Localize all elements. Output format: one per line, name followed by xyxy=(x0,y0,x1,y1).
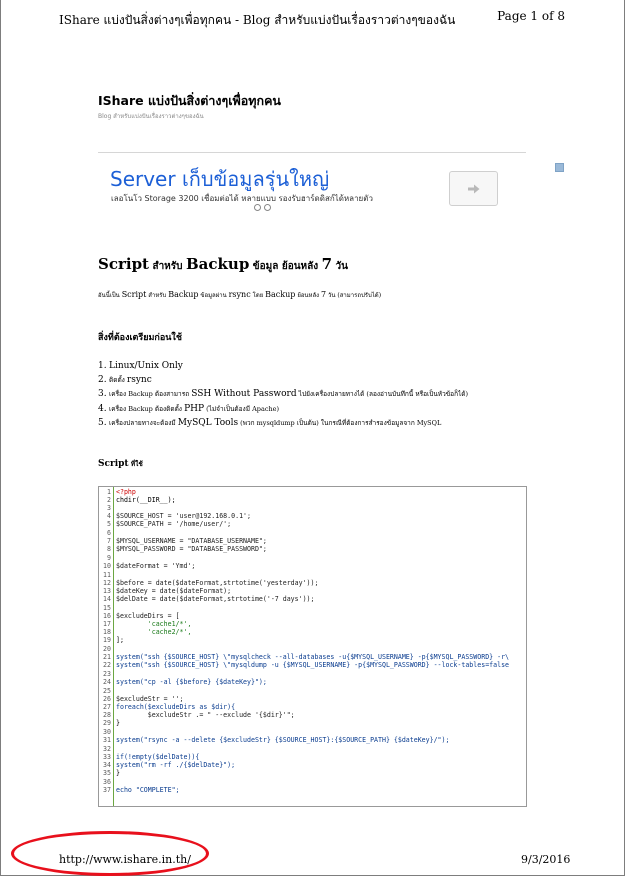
code-line xyxy=(99,653,527,661)
requirements-heading: สิ่งที่ต้องเตรียมก่อนใช้ xyxy=(98,333,182,343)
code-text: echo "COMPLETE"; xyxy=(116,786,180,794)
code-text: system("rm -rf ./{$delDate}"); xyxy=(116,761,236,769)
line-number: 28 xyxy=(103,711,111,719)
line-number: 32 xyxy=(103,745,111,753)
line-number: 14 xyxy=(103,595,111,603)
list-item: 4. เครื่อง Backup ต้องติดตั้ง PHP (ไม่จำเป็นต้องมี Apache) xyxy=(98,403,280,414)
line-number: 9 xyxy=(107,554,111,562)
ad-subtitle: เลอโนโว Storage 3200 เชื่อมต่อได้ หลายแบบ รองรับฮาร์ดดิสก์ได้หลายตัว xyxy=(111,194,373,203)
code-line xyxy=(99,554,527,562)
code-line xyxy=(99,670,527,678)
line-number: 29 xyxy=(103,719,111,727)
code-line xyxy=(99,778,527,786)
print-page-indicator: Page 1 of 8 xyxy=(497,9,565,23)
line-number: 33 xyxy=(103,753,111,761)
line-number: 24 xyxy=(103,678,111,686)
code-line xyxy=(99,736,527,744)
code-line xyxy=(99,711,527,719)
code-text: system("ssh {$SOURCE_HOST} \"mysqlcheck --all-databases -u{$MYSQL_USERNAME} -p{$MYSQL_PASSWORD} -r\ xyxy=(116,653,510,661)
line-number: 16 xyxy=(103,612,111,620)
line-number: 19 xyxy=(103,636,111,644)
line-number: 22 xyxy=(103,661,111,669)
code-line xyxy=(99,488,527,496)
post-intro: อันนี้เป็น Script สำหรับ Backup ข้อมูลผ่าน rsync โดย Backup ย้อนหลัง 7 วัน (สามารถปรับได้) xyxy=(98,290,382,299)
line-number: 6 xyxy=(107,529,111,537)
line-number: 21 xyxy=(103,653,111,661)
code-text: chdir(__DIR__); xyxy=(116,496,176,504)
line-number: 17 xyxy=(103,620,111,628)
code-text: system("rsync -a --delete {$excludeStr} {$SOURCE_HOST}:{$SOURCE_PATH} {$dateKey}/"); xyxy=(116,736,450,744)
code-text: system("cp -al {$before} {$dateKey}"); xyxy=(116,678,267,686)
header-divider xyxy=(98,152,526,153)
code-text: $delDate = date($dateFormat,strtotime('-7 days')); xyxy=(116,595,315,603)
line-number: 8 xyxy=(107,545,111,553)
code-line xyxy=(99,636,527,644)
code-block[interactable] xyxy=(98,486,527,807)
list-item: 5. เครื่องปลายทางจะต้องมี MySQL Tools (พวก mysqldump เป็นต้น) ในกรณีที่ต้องการสำรองข้อมูลจาก MySQL xyxy=(98,417,442,428)
code-line xyxy=(99,687,527,695)
code-text: 'cache2/*', xyxy=(116,628,192,636)
list-item: 2. ติดตั้ง rsync xyxy=(98,375,152,386)
code-line xyxy=(99,571,527,579)
site-title-link[interactable]: IShare แบ่งปันสิ่งต่างๆเพื่อทุกคน xyxy=(98,93,281,108)
code-line xyxy=(99,604,527,612)
footer-date: 9/3/2016 xyxy=(521,853,571,866)
code-line xyxy=(99,695,527,703)
line-number: 34 xyxy=(103,761,111,769)
code-text: $MYSQL_USERNAME = "DATABASE_USERNAME"; xyxy=(116,537,267,545)
code-text: $MYSQL_PASSWORD = "DATABASE_PASSWORD"; xyxy=(116,545,267,553)
code-text: $SOURCE_PATH = '/home/user/'; xyxy=(116,520,232,528)
code-text: if(!empty($delDate)){ xyxy=(116,753,200,761)
line-number: 36 xyxy=(103,778,111,786)
ad-dot-2[interactable] xyxy=(264,204,271,211)
code-text: $dateKey = date($dateFormat); xyxy=(116,587,232,595)
code-line xyxy=(99,620,527,628)
ad-pagination xyxy=(254,204,271,211)
code-line xyxy=(99,496,527,504)
code-line xyxy=(99,504,527,512)
line-number: 10 xyxy=(103,562,111,570)
code-text: <?php xyxy=(116,488,136,496)
adchoices-icon[interactable] xyxy=(555,163,564,172)
line-number: 5 xyxy=(107,520,111,528)
code-line xyxy=(99,529,527,537)
code-line xyxy=(99,728,527,736)
post-title: Script สำหรับ Backup ข้อมูล ย้อนหลัง 7 วัน xyxy=(98,255,348,273)
line-number: 25 xyxy=(103,687,111,695)
line-number: 13 xyxy=(103,587,111,595)
code-text: } xyxy=(116,719,120,727)
code-text: $excludeStr = ''; xyxy=(116,695,184,703)
code-line xyxy=(99,612,527,620)
line-number: 3 xyxy=(107,504,111,512)
code-line xyxy=(99,786,527,794)
line-number: 31 xyxy=(103,736,111,744)
code-text: $before = date($dateFormat,strtotime('yesterday')); xyxy=(116,579,319,587)
code-line xyxy=(99,587,527,595)
line-number: 7 xyxy=(107,537,111,545)
code-line xyxy=(99,579,527,587)
code-line xyxy=(99,703,527,711)
line-number: 37 xyxy=(103,786,111,794)
code-text: ]; xyxy=(116,636,124,644)
list-item: 3. เครื่อง Backup ต้องสามารถ SSH Without Password ไปยังเครื่องปลายทางได้ (ลองอ่านบันทึกนี้ หรือเป็นหัวข้อก็ได้) xyxy=(98,389,469,400)
line-number: 27 xyxy=(103,703,111,711)
line-number: 2 xyxy=(107,496,111,504)
print-header-title: IShare แบ่งปันสิ่งต่างๆเพื่อทุกคน - Blog สำหรับแบ่งปันเรื่องราวต่างๆของฉัน xyxy=(59,13,456,27)
code-text: $dateFormat = 'Ymd'; xyxy=(116,562,196,570)
code-line xyxy=(99,520,527,528)
line-number: 35 xyxy=(103,769,111,777)
code-line xyxy=(99,645,527,653)
code-line xyxy=(99,753,527,761)
arrow-right-icon xyxy=(468,184,480,194)
footer-url-link[interactable]: http://www.ishare.in.th/ xyxy=(59,853,191,866)
line-number: 11 xyxy=(103,571,111,579)
ad-dot-1[interactable] xyxy=(254,204,261,211)
code-line xyxy=(99,545,527,553)
code-text: } xyxy=(116,769,120,777)
line-number: 15 xyxy=(103,604,111,612)
code-line xyxy=(99,661,527,669)
line-number: 1 xyxy=(107,488,111,496)
line-number: 23 xyxy=(103,670,111,678)
code-text: $SOURCE_HOST = 'user@192.168.0.1'; xyxy=(116,512,251,520)
line-number: 26 xyxy=(103,695,111,703)
code-line xyxy=(99,719,527,727)
code-line xyxy=(99,512,527,520)
code-text: $excludeDirs = [ xyxy=(116,612,180,620)
code-text: 'cache1/*', xyxy=(116,620,192,628)
code-text: $excludeStr .= " --exclude '{$dir}'"; xyxy=(116,711,295,719)
code-text: foreach($excludeDirs as $dir){ xyxy=(116,703,236,711)
list-item: 1. Linux/Unix Only xyxy=(98,361,183,371)
code-line xyxy=(99,595,527,603)
line-number: 30 xyxy=(103,728,111,736)
ad-next-button[interactable] xyxy=(449,171,498,206)
line-number: 4 xyxy=(107,512,111,520)
code-line xyxy=(99,678,527,686)
script-heading: Script ที่ใช้ xyxy=(98,459,143,469)
requirements-list xyxy=(98,361,468,432)
line-number: 20 xyxy=(103,645,111,653)
ad-banner[interactable] xyxy=(98,155,526,213)
site-tagline: Blog สำหรับแบ่งปันเรื่องราวต่างๆของฉัน xyxy=(98,113,204,120)
code-text: system("ssh {$SOURCE_HOST} \"mysqldump -u {$MYSQL_USERNAME} -p{$MYSQL_PASSWORD} --lock-tables=false xyxy=(116,661,510,669)
highlight-ellipse xyxy=(11,831,209,876)
line-number: 18 xyxy=(103,628,111,636)
ad-title[interactable]: Server เก็บข้อมูลรุ่นใหญ่ xyxy=(110,167,330,191)
code-line xyxy=(99,745,527,753)
code-line xyxy=(99,761,527,769)
line-number: 12 xyxy=(103,579,111,587)
code-line xyxy=(99,628,527,636)
code-line xyxy=(99,769,527,777)
code-line xyxy=(99,562,527,570)
code-line xyxy=(99,537,527,545)
